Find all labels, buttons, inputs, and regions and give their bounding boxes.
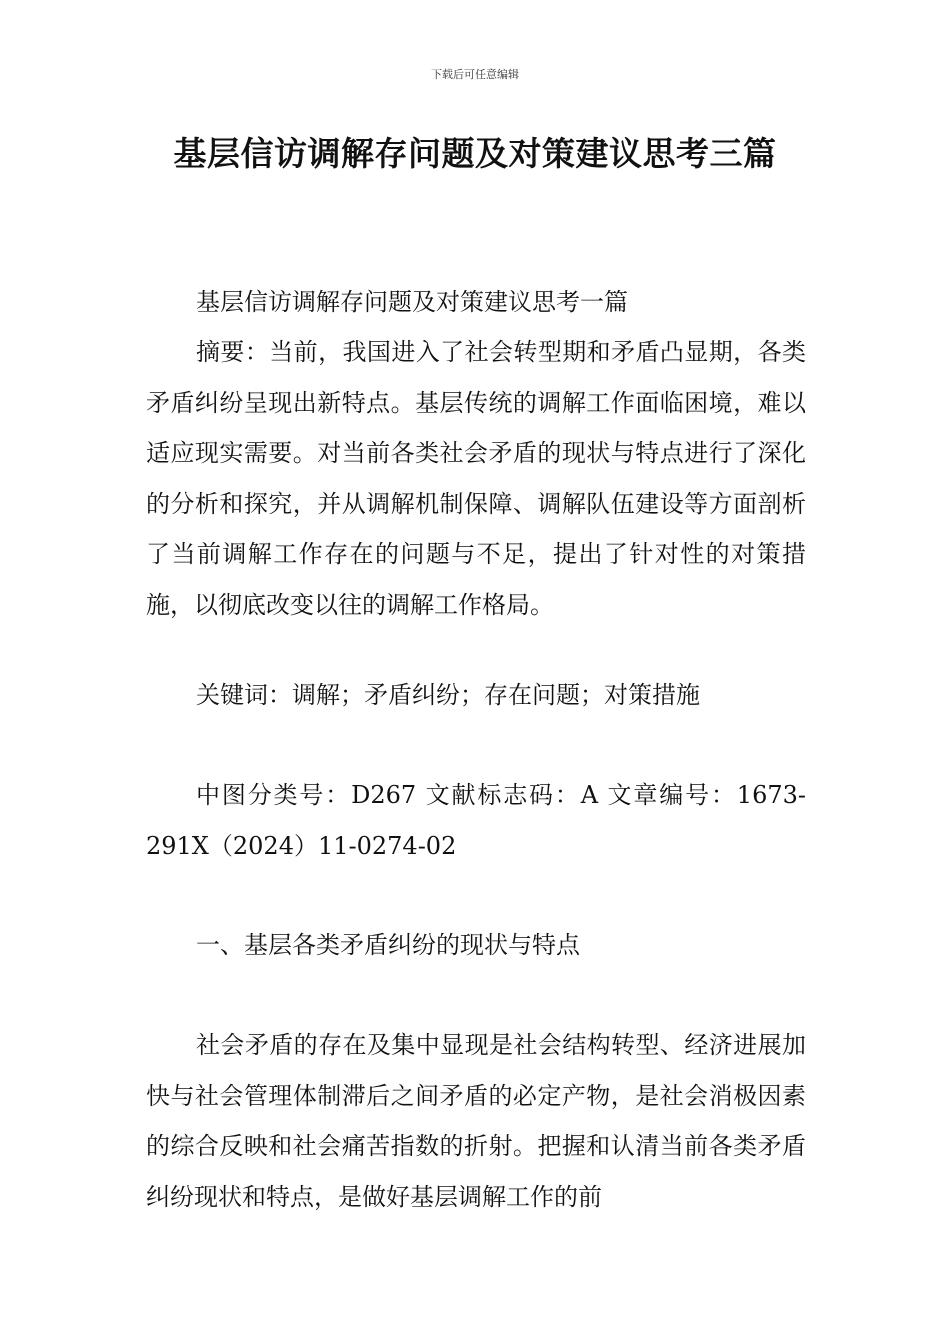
document-title: 基层信访调解存问题及对策建议思考三篇 xyxy=(173,134,777,173)
keywords-line: 关键词：调解；矛盾纠纷；存在问题；对策措施 xyxy=(196,681,700,709)
classification-line: 中图分类号：D267 文献标志码：A 文章编号：1673-291X（2024）11-0274-02 xyxy=(146,781,806,860)
header-note: 下载后可任意编辑 xyxy=(431,68,519,81)
section-heading-1: 一、基层各类矛盾纠纷的现状与特点 xyxy=(196,931,580,959)
abstract-paragraph: 摘要：当前，我国进入了社会转型期和矛盾凸显期，各类矛盾纠纷呈现出新特点。基层传统的调解工作面临困境，难以适应现实需要。对当前各类社会矛盾的现状与特点进行了深化的分析和探究，并从调解机制保障、调解队伍建设等方面剖析了当前调解工作存在的问题与不足，提出了针对性的对策措施，以彻底改变以往的调解工作格局。 xyxy=(146,338,806,619)
body-paragraph-1: 社会矛盾的存在及集中显现是社会结构转型、经济进展加快与社会管理体制滞后之间矛盾的必定产物，是社会消极因素的综合反映和社会痛苦指数的折射。把握和认清当前各类矛盾纠纷现状和特点，是做好基层调解工作的前 xyxy=(146,1031,806,1211)
section-subtitle: 基层信访调解存问题及对策建议思考一篇 xyxy=(196,288,628,316)
